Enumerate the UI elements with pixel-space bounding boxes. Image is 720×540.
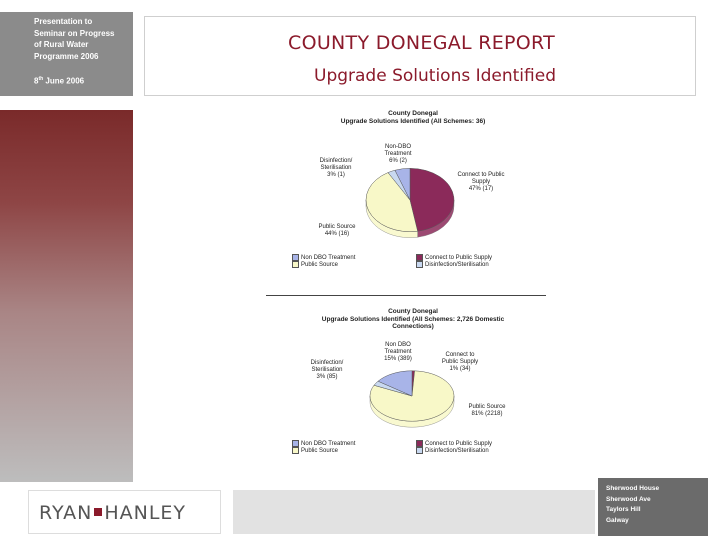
address-line: Sherwood Ave bbox=[606, 495, 651, 503]
label-line: Public Source bbox=[318, 224, 356, 230]
legend-item bbox=[416, 447, 536, 455]
address-line: Taylors Hill bbox=[606, 506, 641, 513]
legend-swatch bbox=[292, 447, 299, 454]
label-line: Connect to bbox=[445, 352, 475, 358]
legend-label: Non DBO Treatment bbox=[301, 255, 356, 262]
slice-label-non-dbo bbox=[378, 144, 418, 165]
label-line: 15% (389) bbox=[384, 356, 412, 362]
address-line: Galway bbox=[606, 516, 629, 524]
slice-label-disinfection bbox=[314, 158, 358, 179]
slice-label-connect bbox=[434, 352, 486, 373]
presentation-date bbox=[34, 76, 84, 86]
legend-label: Connect to Public Supply bbox=[425, 255, 493, 262]
legend-label: Disinfection/Sterilisation bbox=[425, 262, 489, 269]
title-line: Programme 2006 bbox=[34, 51, 99, 61]
legend-swatch bbox=[292, 254, 299, 261]
legend-item bbox=[416, 261, 536, 269]
label-line: Treatment bbox=[384, 349, 412, 355]
label-line: Public Source bbox=[468, 404, 506, 410]
label-line: Non-DBO bbox=[384, 144, 411, 150]
legend-item bbox=[292, 261, 412, 269]
legend-label: Disinfection/Sterilisation bbox=[425, 448, 489, 455]
label-line: Sterilisation bbox=[320, 165, 352, 171]
pie-plot bbox=[278, 108, 548, 278]
logo-panel bbox=[28, 490, 221, 534]
chart-subtitle: Upgrade Solutions Identified (All Schemes: 36) bbox=[340, 118, 486, 125]
title-line: Presentation to bbox=[34, 17, 93, 26]
address-block bbox=[606, 484, 659, 526]
logo-right-text: HANLEY bbox=[104, 502, 187, 524]
label-line: 6% (2) bbox=[389, 158, 407, 164]
label-line: Supply bbox=[471, 179, 491, 185]
presentation-title bbox=[34, 16, 134, 62]
chart-subtitle: Upgrade Solutions Identified (All Schemes: 2,726 Domestic Connections) bbox=[321, 316, 505, 330]
legend-swatch bbox=[292, 440, 299, 447]
logo-square-icon bbox=[94, 508, 102, 516]
label-line: 3% (1) bbox=[327, 172, 345, 178]
legend-label: Connect to Public Supply bbox=[425, 441, 493, 448]
legend-swatch bbox=[416, 261, 423, 268]
slice-label-non-dbo bbox=[378, 342, 418, 363]
address-line: Sherwood House bbox=[606, 485, 660, 492]
legend-swatch bbox=[416, 447, 423, 454]
date-suffix: th bbox=[38, 76, 44, 82]
legend-label: Non DBO Treatment bbox=[301, 441, 356, 448]
slice-label-connect bbox=[450, 172, 512, 193]
chart-divider bbox=[266, 295, 546, 296]
label-line: Treatment bbox=[384, 151, 412, 157]
label-line: 47% (17) bbox=[468, 186, 494, 192]
report-title: COUNTY DONEGAL REPORT bbox=[288, 32, 556, 54]
label-line: 44% (16) bbox=[324, 231, 350, 237]
legend-swatch bbox=[292, 261, 299, 268]
legend-item bbox=[292, 447, 412, 455]
date-day: 8 bbox=[34, 76, 39, 86]
footer-band bbox=[233, 490, 595, 534]
slice-label-disinfection bbox=[304, 360, 350, 381]
chart-title: County Donegal bbox=[388, 110, 438, 117]
label-line: Disinfection/ bbox=[310, 360, 344, 366]
label-line: 1% (34) bbox=[449, 366, 471, 372]
legend-label: Public Source bbox=[301, 448, 339, 455]
report-subtitle: Upgrade Solutions Identified bbox=[314, 66, 556, 86]
address-panel bbox=[598, 478, 708, 536]
label-line: Disinfection/ bbox=[319, 158, 353, 164]
pie-chart-connections bbox=[278, 306, 548, 466]
legend-label: Public Source bbox=[301, 262, 339, 269]
label-line: Non DBO bbox=[385, 342, 411, 348]
title-line: of Rural Water bbox=[34, 40, 89, 49]
logo-left-text: RYAN bbox=[39, 502, 93, 524]
ryan-hanley-logo bbox=[39, 502, 186, 524]
label-line: Public Supply bbox=[441, 359, 479, 365]
slice-label-public-source bbox=[462, 404, 512, 418]
title-line: Seminar on Progress bbox=[34, 28, 115, 38]
legend-swatch bbox=[416, 440, 423, 447]
chart-title: County Donegal bbox=[388, 308, 438, 315]
label-line: Connect to Public bbox=[457, 172, 505, 178]
label-line: Sterilisation bbox=[311, 367, 343, 373]
label-line: 81% (2218) bbox=[471, 411, 503, 417]
legend-swatch bbox=[416, 254, 423, 261]
pie-chart-schemes bbox=[278, 108, 548, 278]
date-rest: June 2006 bbox=[43, 76, 85, 86]
slice-label-public-source bbox=[312, 224, 362, 238]
label-line: 3% (85) bbox=[316, 374, 338, 380]
